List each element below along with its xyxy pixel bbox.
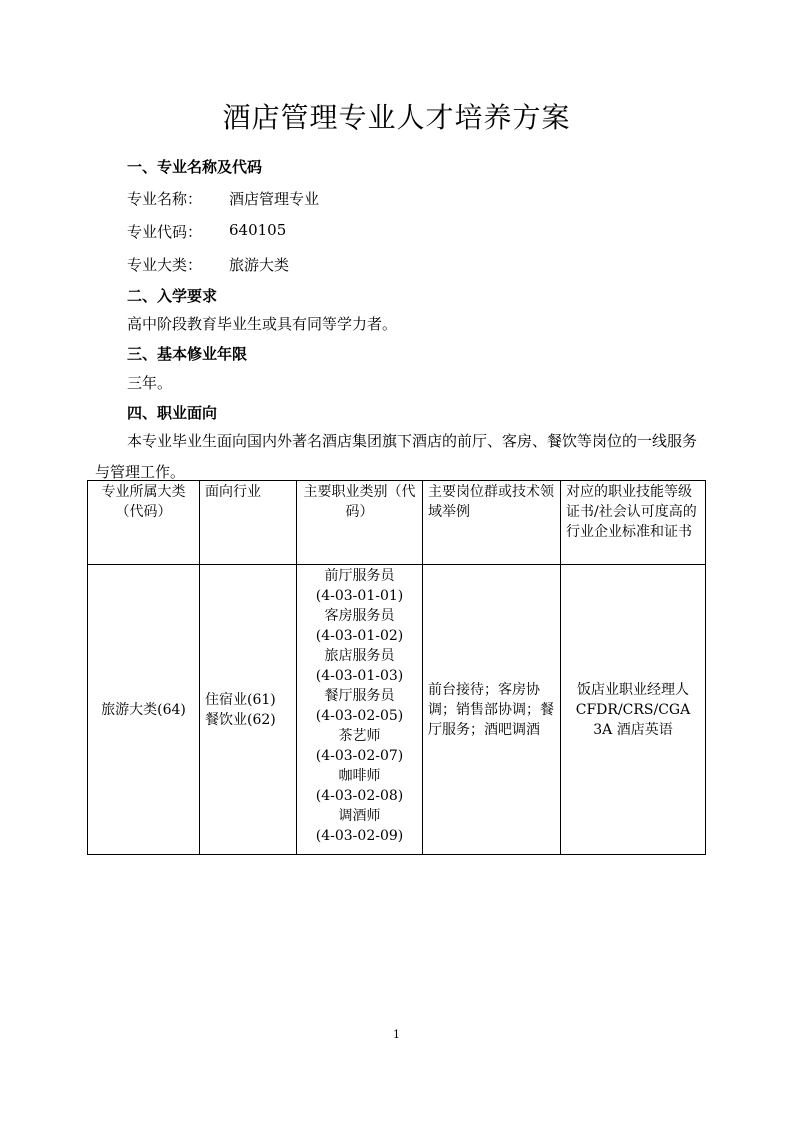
section-2-heading: 二、入学要求 bbox=[127, 287, 218, 305]
career-text: 本专业毕业生面向国内外著名酒店集团旗下酒店的前厅、客房、餐饮等岗位的一线服务与管理工作。 bbox=[95, 432, 698, 481]
admission-text: 高中阶段教育毕业生或具有同等学力者。 bbox=[127, 315, 398, 333]
header-cell-industry: 面向行业 bbox=[200, 481, 297, 565]
occupation-line: 调酒师 bbox=[338, 808, 381, 824]
industry-line: 餐饮业(62) bbox=[205, 711, 276, 728]
document-title: 酒店管理专业人才培养方案 bbox=[222, 101, 571, 134]
industry-line: 住宿业(61) bbox=[205, 691, 276, 708]
occupation-line: (4-03-01-03) bbox=[315, 668, 404, 684]
occupation-line: 餐厅服务员 bbox=[324, 688, 395, 704]
section-3-heading: 三、基本修业年限 bbox=[127, 345, 248, 363]
header-cell-certificates: 对应的职业技能等级证书/社会认可度高的行业企业标准和证书 bbox=[561, 481, 706, 565]
major-code-label: 专业代码： bbox=[127, 223, 203, 241]
occupation-line: (4-03-02-09) bbox=[315, 828, 404, 844]
occupation-line: (4-03-02-07) bbox=[315, 748, 404, 764]
cell-positions: 前台接待；客房协调；销售部协调；餐厅服务；酒吧调酒 bbox=[423, 565, 561, 855]
table-header-row bbox=[88, 481, 706, 565]
occupation-line: (4-03-02-08) bbox=[315, 788, 404, 804]
table-row bbox=[88, 565, 706, 855]
certificate-line: 3A 酒店英语 bbox=[593, 721, 673, 738]
header-cell-occupation: 主要职业类别（代码） bbox=[297, 481, 423, 565]
major-name-label: 专业名称： bbox=[127, 190, 203, 208]
certificate-line: CFDR/CRS/CGA bbox=[575, 701, 691, 718]
occupation-line: (4-03-02-05) bbox=[315, 708, 404, 724]
cell-occupations bbox=[297, 565, 423, 855]
occupation-line: 咖啡师 bbox=[338, 768, 381, 784]
occupation-line: (4-03-01-01) bbox=[315, 588, 404, 604]
occupation-line: 茶艺师 bbox=[338, 728, 381, 744]
header-cell-category: 专业所属大类（代码） bbox=[88, 481, 200, 565]
occupation-line: 客房服务员 bbox=[324, 608, 395, 624]
cell-industry bbox=[200, 565, 297, 855]
cell-certificates bbox=[561, 565, 706, 855]
duration-text: 三年。 bbox=[127, 374, 173, 392]
section-1-heading: 一、专业名称及代码 bbox=[127, 158, 263, 176]
header-cell-positions: 主要岗位群或技术领域举例 bbox=[423, 481, 561, 565]
career-table bbox=[87, 480, 706, 855]
major-class-value: 旅游大类 bbox=[229, 256, 290, 274]
page-number: 1 bbox=[393, 1028, 400, 1041]
major-name-value: 酒店管理专业 bbox=[229, 190, 320, 208]
major-class-label: 专业大类： bbox=[127, 256, 203, 274]
occupation-line: 前厅服务员 bbox=[324, 568, 395, 584]
cell-category: 旅游大类(64) bbox=[88, 565, 200, 855]
certificate-line: 饭店业职业经理人 bbox=[577, 681, 689, 698]
occupation-line: 旅店服务员 bbox=[324, 648, 395, 664]
major-code-value: 640105 bbox=[229, 221, 287, 239]
section-4-heading: 四、职业面向 bbox=[127, 404, 218, 422]
occupation-line: (4-03-01-02) bbox=[315, 628, 404, 644]
